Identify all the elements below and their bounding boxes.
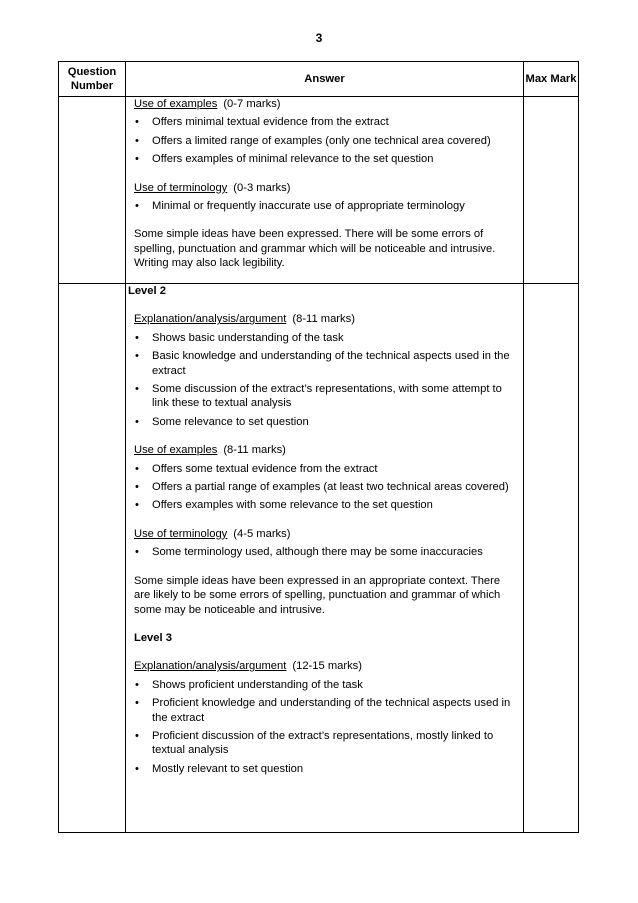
- mark-range: (8-11 marks): [223, 444, 286, 457]
- bullet-list: [134, 678, 513, 776]
- answer-cell: [126, 97, 524, 284]
- list-item: • Minimal or frequently inaccurate use of appropriate terminology: [134, 199, 513, 213]
- bullet-list: [134, 331, 513, 429]
- level-title: Level 2: [128, 285, 166, 297]
- max-mark-header: Max Mark: [524, 62, 579, 97]
- section-heading: Use of terminology: [134, 181, 228, 194]
- mark-range: (0-7 marks): [223, 98, 281, 110]
- list-item: • Offers some textual evidence from the extract: [134, 462, 513, 476]
- max-mark-cell: [524, 97, 579, 284]
- list-item: • Mostly relevant to set question: [134, 762, 513, 776]
- bullet-list: [134, 462, 513, 513]
- list-item: • Proficient discussion of the extract’s representations, mostly linked to textual analysis: [134, 729, 513, 758]
- answer-header: Answer: [126, 62, 524, 97]
- list-item: • Proficient knowledge and understanding of the technical aspects used in the extract: [134, 696, 513, 725]
- table-row: [59, 97, 579, 284]
- list-item: • Shows basic understanding of the task: [134, 331, 513, 345]
- bullet-list: [134, 545, 513, 559]
- section-heading: Explanation/analysis/argument: [134, 313, 287, 326]
- list-item: • Offers a limited range of examples (only one technical area covered): [134, 134, 513, 148]
- summary-text: Some simple ideas have been expressed in an appropriate context. There are likely to be some errors of spelling, punctuation and grammar of which some may be noticeable and intrusive.: [134, 574, 501, 616]
- table-row: [59, 284, 579, 833]
- answer-cell: [126, 284, 524, 833]
- max-mark-cell: [524, 284, 579, 833]
- summary-text: Some simple ideas have been expressed. There will be some errors of spelling, punctuation and grammar which will be noticeable and intrusive. Writing may also lack legibility.: [134, 228, 496, 270]
- section-heading: Use of examples: [134, 98, 218, 110]
- mark-range: (0-3 marks): [233, 181, 291, 194]
- level-title: Level 3: [134, 631, 172, 644]
- section-heading: Use of terminology: [134, 527, 228, 540]
- list-item: • Offers a partial range of examples (at least two technical areas covered): [134, 480, 513, 494]
- list-item: • Offers minimal textual evidence from the extract: [134, 115, 513, 129]
- question-number-cell: [59, 284, 126, 833]
- list-item: • Some relevance to set question: [134, 415, 513, 429]
- bullet-list: [134, 115, 513, 166]
- terminology-heading-line: [134, 181, 513, 195]
- question-number-cell: [59, 97, 126, 284]
- mark-range: (8-11 marks): [292, 313, 355, 326]
- examples-heading-line: [134, 443, 513, 457]
- section-heading: Use of examples: [134, 444, 218, 457]
- list-item: • Offers examples of minimal relevance to the set question: [134, 152, 513, 166]
- list-item: • Offers examples with some relevance to the set question: [134, 498, 513, 512]
- mark-scheme-table: [58, 61, 579, 833]
- list-item: • Shows proficient understanding of the task: [134, 678, 513, 692]
- table-header-row: [59, 62, 579, 97]
- question-number-header: Question Number: [59, 62, 126, 97]
- page-number: 3: [315, 31, 323, 45]
- explanation-heading-line: [134, 312, 513, 326]
- mark-range: (12-15 marks): [292, 660, 363, 673]
- list-item: • Basic knowledge and understanding of the technical aspects used in the extract: [134, 349, 513, 378]
- list-item: • Some terminology used, although there may be some inaccuracies: [134, 545, 513, 559]
- mark-range: (4-5 marks): [233, 527, 291, 540]
- explanation-heading-line: [134, 659, 513, 673]
- examples-heading-line: [134, 97, 513, 111]
- bullet-list: [134, 199, 513, 213]
- list-item: • Some discussion of the extract’s representations, with some attempt to link these to textual analysis: [134, 382, 513, 411]
- terminology-heading-line: [134, 527, 513, 541]
- section-heading: Explanation/analysis/argument: [134, 660, 287, 673]
